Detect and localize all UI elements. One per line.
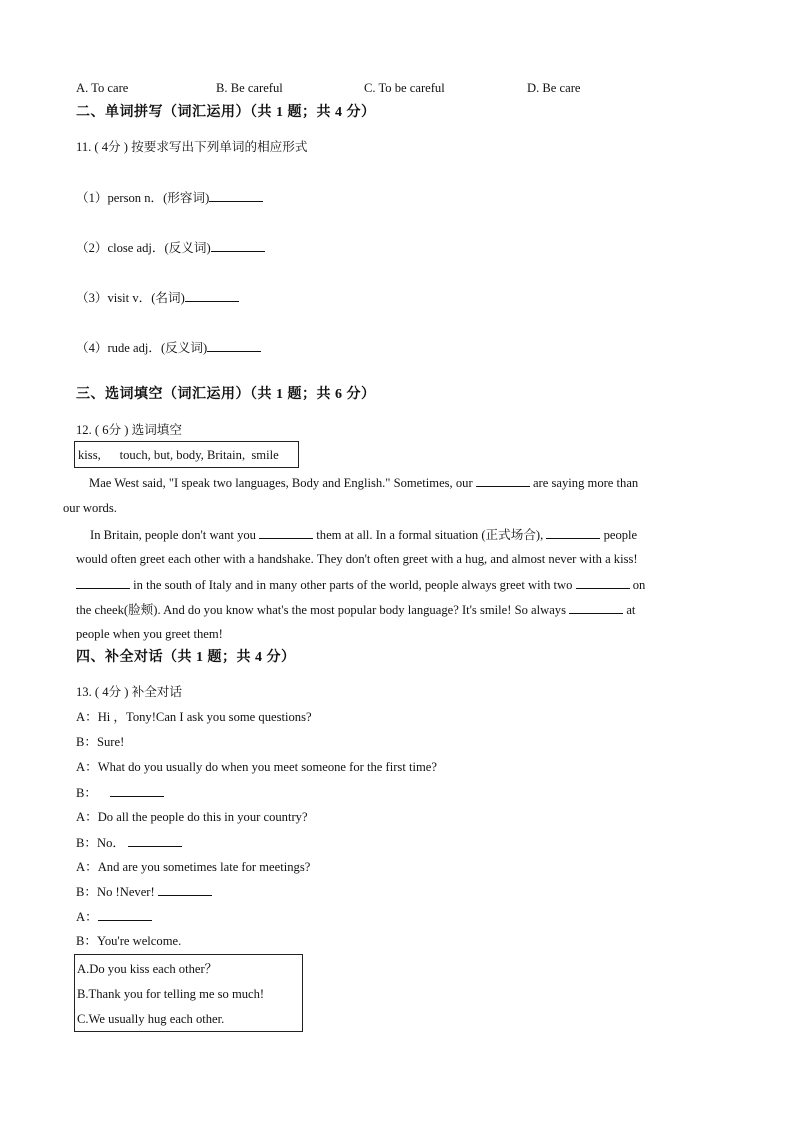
p2-blank-5[interactable] <box>569 601 623 614</box>
p1-text-c: our words. <box>63 501 117 515</box>
dialogue-line-8-label: B：No !Never! <box>76 885 155 899</box>
question-11-prompt: 11. ( 4分 ) 按要求写出下列单词的相应形式 <box>76 140 308 154</box>
q10-option-c: C. To be careful <box>364 81 445 95</box>
q11-item-4 <box>76 339 261 356</box>
dialogue-line-6 <box>76 834 182 851</box>
dialogue-line-9-label: A： <box>76 910 98 924</box>
dialogue-line-8 <box>76 883 212 900</box>
word-bank-box <box>74 441 299 468</box>
q11-item-3-label: （3）visit v．(名词) <box>76 291 185 305</box>
dialogue-line-1: A：Hi ，Tony!Can I ask you some questions? <box>76 710 312 724</box>
dialogue-option-a: A.Do you kiss each other？ <box>77 962 218 976</box>
question-13-prompt: 13. ( 4分 ) 补全对话 <box>76 685 182 699</box>
dialogue-line-2: B：Sure! <box>76 735 125 749</box>
p2-l1-text-a: In Britain, people don't want you <box>90 528 256 542</box>
dialogue-line-9 <box>76 908 152 925</box>
section-4-title: 四、补全对话（共 1 题；共 4 分） <box>76 650 296 665</box>
dialogue-line-7: A：And are you sometimes late for meetings? <box>76 860 311 874</box>
section-3-title: 三、选词填空（词汇运用）（共 1 题；共 6 分） <box>76 387 376 402</box>
dialogue-option-c: C.We usually hug each other. <box>77 1012 225 1026</box>
p1-text-b: are saying more than <box>532 476 639 490</box>
dialogue-option-b: B.Thank you for telling me so much! <box>77 987 265 1001</box>
p1-blank-1[interactable] <box>476 474 530 487</box>
q11-item-3-blank[interactable] <box>185 289 239 302</box>
p2-l3-text-b: on <box>632 578 646 592</box>
q10-option-b: B. Be careful <box>216 81 283 95</box>
q11-item-2-label: （2）close adj．(反义词) <box>76 241 211 255</box>
q11-item-2-blank[interactable] <box>211 239 265 252</box>
word-bank-text: kiss, touch, but, body, Britain, smile <box>78 448 279 462</box>
dialogue-blank-4[interactable] <box>98 908 152 921</box>
p2-line-3 <box>76 576 645 593</box>
dialogue-line-4 <box>76 784 164 801</box>
dialogue-line-6-label: B：No． <box>76 836 125 850</box>
p2-blank-4[interactable] <box>576 576 630 589</box>
p2-blank-2[interactable] <box>546 526 600 539</box>
dialogue-options-box <box>74 954 303 1032</box>
p2-l4-text-b: at <box>626 603 636 617</box>
p2-l1-text-c: people <box>603 528 638 542</box>
q11-item-4-label: （4）rude adj．(反义词) <box>76 341 208 355</box>
question-12-prompt: 12. ( 6分 ) 选词填空 <box>76 423 182 437</box>
dialogue-line-5: A：Do all the people do this in your country? <box>76 810 308 824</box>
q10-option-d: D. Be care <box>527 81 581 95</box>
dialogue-line-10: B：You're welcome. <box>76 934 182 948</box>
p2-l1-text-b: them at all. In a formal situation (正式场合), <box>316 528 544 542</box>
p2-l3-text-a: in the south of Italy and in many other parts of the world, people always greet with two <box>133 578 573 592</box>
q11-item-1-blank[interactable] <box>209 189 263 202</box>
q11-item-1-label: （1）person n．(形容词) <box>76 191 210 205</box>
dialogue-blank-1[interactable] <box>110 784 164 797</box>
dialogue-blank-2[interactable] <box>128 834 182 847</box>
p2-line-5: people when you greet them! <box>76 627 223 641</box>
q11-item-3 <box>76 289 239 306</box>
p2-blank-1[interactable] <box>259 526 313 539</box>
section-2-title: 二、单词拼写（词汇运用）（共 1 题；共 4 分） <box>76 105 376 120</box>
q11-item-1 <box>76 189 263 206</box>
p2-line-2: would often greet each other with a handshake. They don't often greet with a hug, and almost never with a kiss! <box>76 552 638 566</box>
dialogue-line-3: A：What do you usually do when you meet someone for the first time? <box>76 760 437 774</box>
passage-paragraph-1 <box>63 471 699 521</box>
p2-blank-3[interactable] <box>76 576 130 589</box>
q10-option-a: A. To care <box>76 81 129 95</box>
dialogue-blank-3[interactable] <box>158 883 212 896</box>
q11-item-2 <box>76 239 265 256</box>
p1-text-a: Mae West said, "I speak two languages, Body and English." Sometimes, our <box>89 476 473 490</box>
dialogue-line-4-label: B： <box>76 786 97 800</box>
p2-l4-text-a: the cheek(脸颊). And do you know what's the most popular body language? It's smile! So always <box>76 603 567 617</box>
p2-line-4 <box>76 601 635 618</box>
p2-line-1 <box>90 526 637 543</box>
q11-item-4-blank[interactable] <box>207 339 261 352</box>
